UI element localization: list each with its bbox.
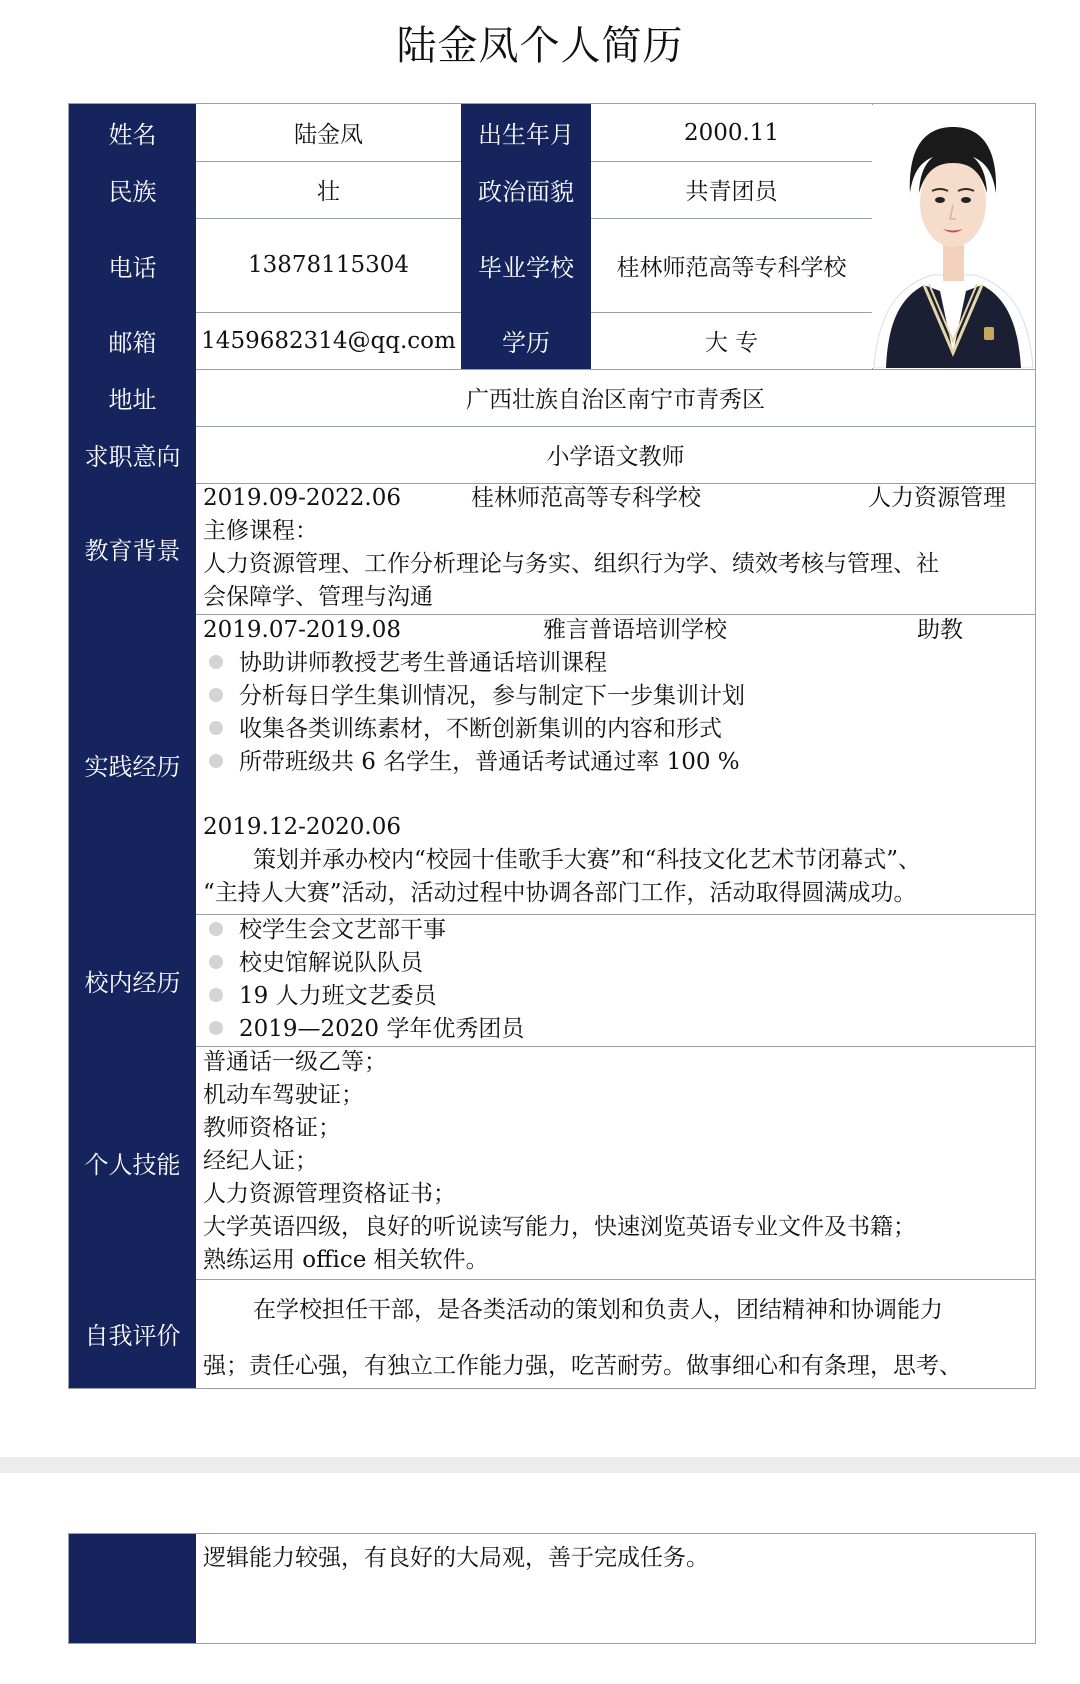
degree-value: 大 专 [704,330,759,356]
ethnic-label: 民族 [69,161,196,218]
practice-label: 实践经历 [69,614,196,914]
edu-major: 人力资源管理 [868,485,1006,511]
school-label: 毕业学校 [461,218,591,312]
resume-table [68,103,1036,1389]
bullet-icon [209,754,223,768]
job-intent-value: 小学语文教师 [546,444,685,470]
self-eval-label: 自我评价 [69,1279,196,1388]
resume-table-continued [68,1533,1036,1644]
list-item: 收集各类训练素材，不断创新集训的内容和形式 [203,713,1031,746]
practice-period-2: 2019.12-2020.06 [203,814,401,840]
birth-value: 2000.11 [683,119,780,146]
practice-section [203,614,1031,910]
list-item: 所带班级共 6 名学生，普通话考试通过率 100 % [203,746,1031,779]
name-label: 姓名 [69,104,196,161]
school-value: 桂林师范高等专科学校 [616,254,847,281]
name-value: 陆金凤 [294,122,363,148]
education-label: 教育背景 [69,483,196,614]
courses-title: 主修课程： [203,518,318,544]
ethnic-value: 壮 [317,179,340,205]
edu-school: 桂林师范高等专科学校 [471,485,701,511]
self-eval-line-1: 在学校担任干部，是各类活动的策划和负责人，团结精神和协调能力 [253,1297,943,1323]
bullet-icon [209,721,223,735]
phone-label: 电话 [69,218,196,312]
degree-label: 学历 [461,312,591,369]
portrait-icon [872,105,1035,368]
practice-role-1: 助教 [917,617,963,643]
edu-period: 2019.09-2022.06 [203,485,401,511]
practice-period-1: 2019.07-2019.08 [203,617,401,643]
political-label: 政治面貌 [461,161,591,218]
list-item: 2019—2020 学年优秀团员 [203,1013,1031,1046]
profile-photo [872,105,1035,368]
education-section [203,482,1031,614]
email-value: 1459682314@qq.com [201,327,456,354]
page-break [0,1457,1080,1473]
skill-item: 熟练运用 office 相关软件。 [203,1247,489,1273]
self-eval-label-continued [69,1534,196,1643]
bullet-icon [209,688,223,702]
bullet-icon [209,955,223,969]
campus-label: 校内经历 [69,914,196,1046]
address-label: 地址 [69,369,196,426]
email-label: 邮箱 [69,312,196,369]
skills-label: 个人技能 [69,1046,196,1279]
skills-section [203,1046,1031,1277]
practice-org-1: 雅言普语培训学校 [543,617,727,643]
list-item: 校学生会文艺部干事 [203,914,1031,947]
skill-item: 人力资源管理资格证书； [203,1181,456,1207]
skill-item: 经纪人证； [203,1148,318,1174]
self-eval-line-3: 逻辑能力较强，有良好的大局观，善于完成任务。 [203,1545,709,1571]
birth-label: 出生年月 [461,104,591,161]
resume-title: 陆金凤个人简历 [396,23,684,69]
list-item: 协助讲师教授艺考生普通话培训课程 [203,647,1031,680]
list-item: 分析每日学生集训情况，参与制定下一步集训计划 [203,680,1031,713]
address-value: 广西壮族自治区南宁市青秀区 [466,387,765,413]
campus-section [203,914,1031,1046]
political-value: 共青团员 [685,179,778,205]
skill-item: 普通话一级乙等； [203,1049,387,1075]
courses-line-2: 会保障学、管理与沟通 [203,584,433,610]
bullet-icon [209,655,223,669]
practice-desc-2: “主持人大赛”活动，活动过程中协调各部门工作，活动取得圆满成功。 [203,880,917,906]
courses-line-1: 人力资源管理、工作分析理论与务实、组织行为学、绩效考核与管理、社 [203,551,939,577]
list-item: 校史馆解说队队员 [203,947,1031,980]
skill-item: 教师资格证； [203,1115,341,1141]
self-eval-line-2: 强；责任心强，有独立工作能力强，吃苦耐劳。做事细心和有条理，思考、 [203,1353,962,1379]
bullet-icon [209,1021,223,1035]
skill-item: 机动车驾驶证； [203,1082,364,1108]
phone-value: 13878115304 [248,252,409,278]
skill-item: 大学英语四级，良好的听说读写能力，快速浏览英语专业文件及书籍； [203,1214,916,1240]
list-item: 19 人力班文艺委员 [203,980,1031,1013]
self-eval-section [203,1282,1031,1394]
job-intent-label: 求职意向 [69,426,196,483]
practice-desc-1: 策划并承办校内“校园十佳歌手大赛”和“科技文化艺术节闭幕式”、 [253,847,922,873]
bullet-icon [209,922,223,936]
bullet-icon [209,988,223,1002]
